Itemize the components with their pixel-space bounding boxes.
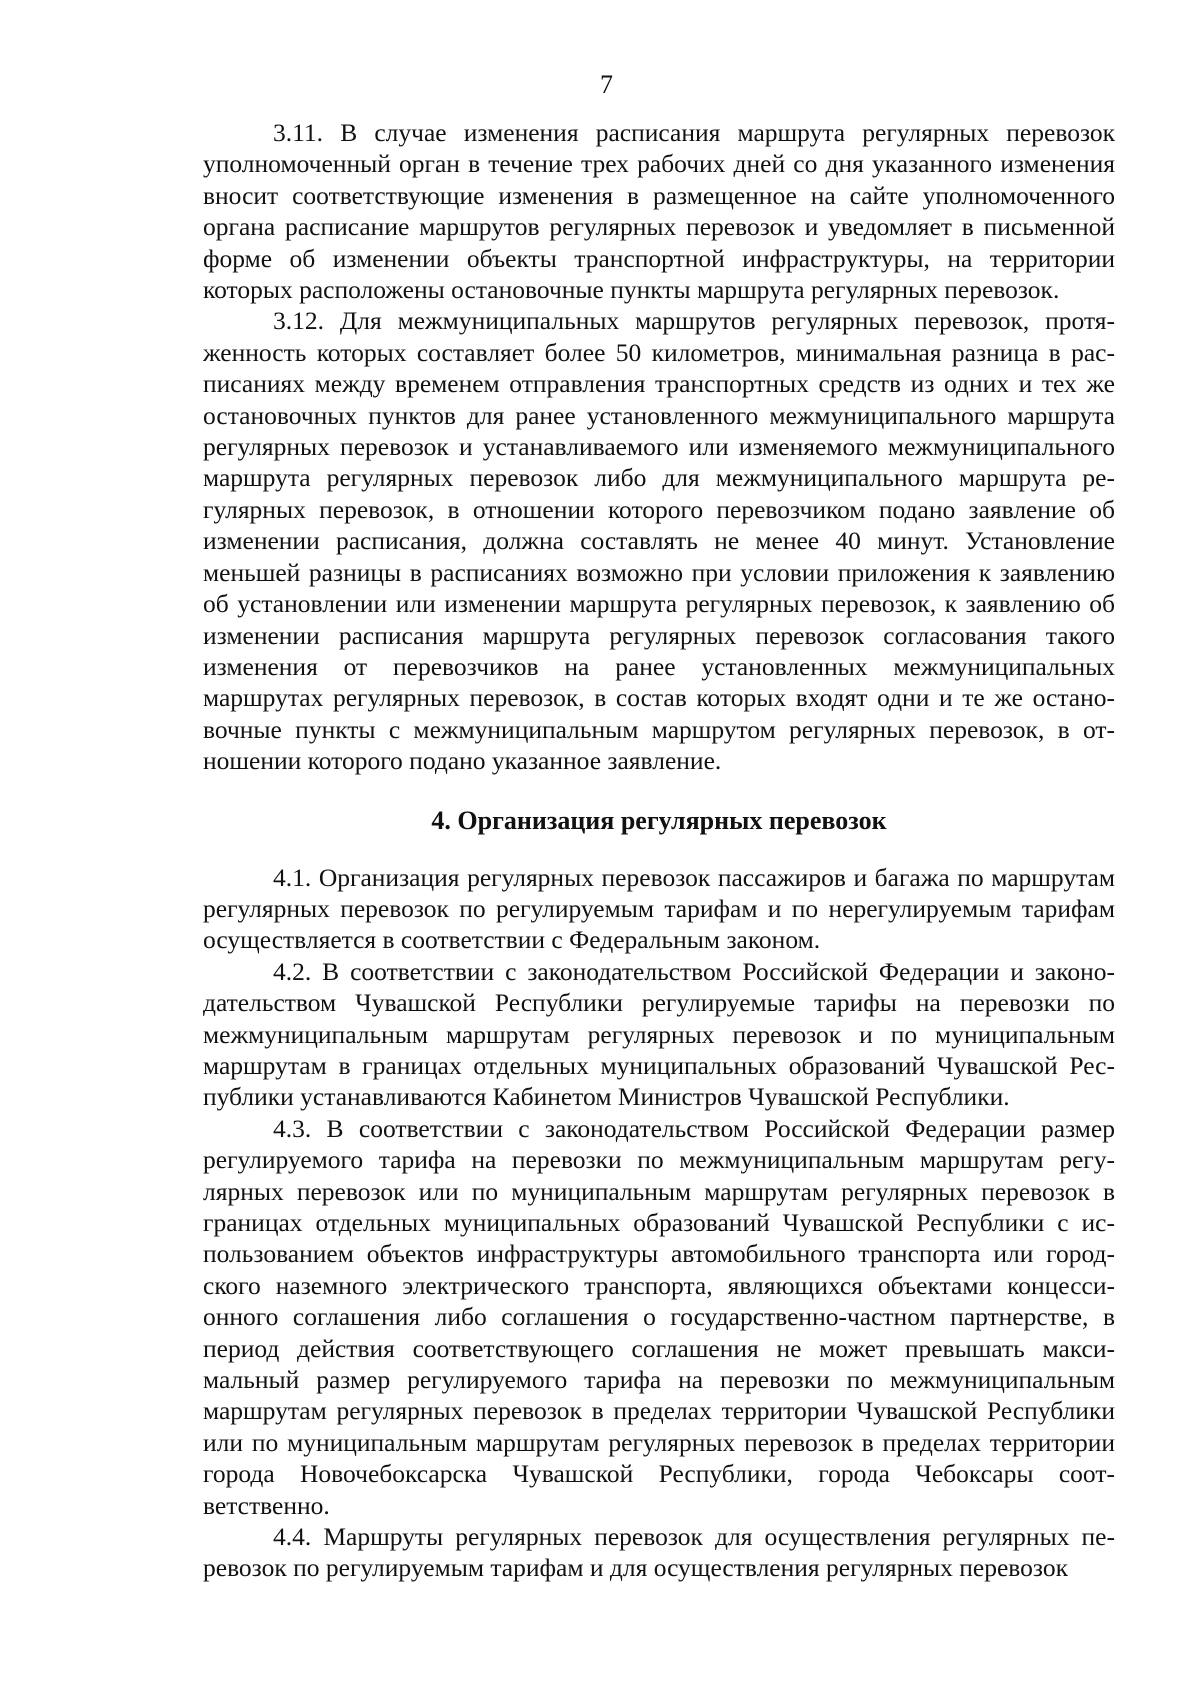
section-heading: 4. Организация регулярных перевозок bbox=[431, 805, 887, 835]
paragraph-3-12: 3.12. Для межмуниципальных маршрутов регулярных перевозок, протяженность которых составляет более 50 километров, минимальная разница в расписаниях между временем отправления транспортных средств из одних и тех же остановочных пунктов для ранее установленного межмуниципального маршрута регулярных перевозок и устанавливаемого или изменяемого межмуниципального маршрута регулярных перевозок либо для межмуниципального маршрута регулярных перевозок, в отношении которого перевозчиком подано заявление об изменении расписания, должна составлять не менее 40 минут. Установление меньшей разницы в расписаниях возможно при условии приложения к заявлению об установлении или изменении маршрута регулярных перевозок, к заявлению об изменении расписания маршрута регулярных перевозок согласования такого изменения от перевозчиков на ранее установленных межмуниципальных маршрутах регулярных перевозок, в состав которых входят одни и те же остановочные пункты с межмуниципальным маршрутом регулярных перевозок, в отношении которого подано указанное заявление. bbox=[203, 306, 1115, 776]
paragraph-4-2: 4.2. В соответствии с законодательством Российской Федерации и законодательством Чувашской Республики регулируемые тарифы на перевозки по межмуниципальным маршрутам регулярных перевозок и по муниципальным маршрутам в границах отдельных муниципальных образований Чувашской Республики устанавливаются Кабинетом Министров Чувашской Республики. bbox=[203, 956, 1115, 1112]
paragraph-4-4: 4.4. Маршруты регулярных перевозок для осуществления регулярных перевозок по регулируемым тарифам и для осуществления регулярных перевозок bbox=[203, 1522, 1115, 1583]
paragraph-4-3: 4.3. В соответствии с законодательством Российской Федерации размер регулируемого тарифа на перевозки по межмуниципальным маршрутам регулярных перевозок или по муниципальным маршрутам регулярных перевозок в границах отдельных муниципальных образований Чувашской Республики с использованием объектов инфраструктуры автомобильного транспорта или городского наземного электрического транспорта, являющихся объектами концессионного соглашения либо соглашения о государственно-частном партнерстве, в период действия соответствующего соглашения не может превышать максимальный размер регулируемого тарифа на перевозки по межмуниципальным маршрутам регулярных перевозок в пределах территории Чувашской Республики или по муниципальным маршрутам регулярных перевозок в пределах территории города Новочебоксарска Чувашской Республики, города Чебоксары соответственно. bbox=[203, 1113, 1115, 1520]
document-body bbox=[203, 117, 1115, 1584]
paragraph-3-11: 3.11. В случае изменения расписания маршрута регулярных перевозок уполномоченный орган в течение трех рабочих дней со дня указанного изменения вносит соответствующие изменения в размещенное на сайте уполномоченного органа расписание маршрутов регулярных перевозок и уведомляет в письменной форме об изменении объекты транспортной инфраструктуры, на территории которых расположены остановочные пункты маршрута регулярных перевозок. bbox=[203, 118, 1115, 305]
page-number: 7 bbox=[600, 70, 613, 99]
paragraph-4-1: 4.1. Организация регулярных перевозок пассажиров и багажа по маршрутам регулярных перевозок по регулируемым тарифам и по нерегулируемым тарифам осуществляется в соответствии с Федеральным законом. bbox=[203, 862, 1115, 955]
